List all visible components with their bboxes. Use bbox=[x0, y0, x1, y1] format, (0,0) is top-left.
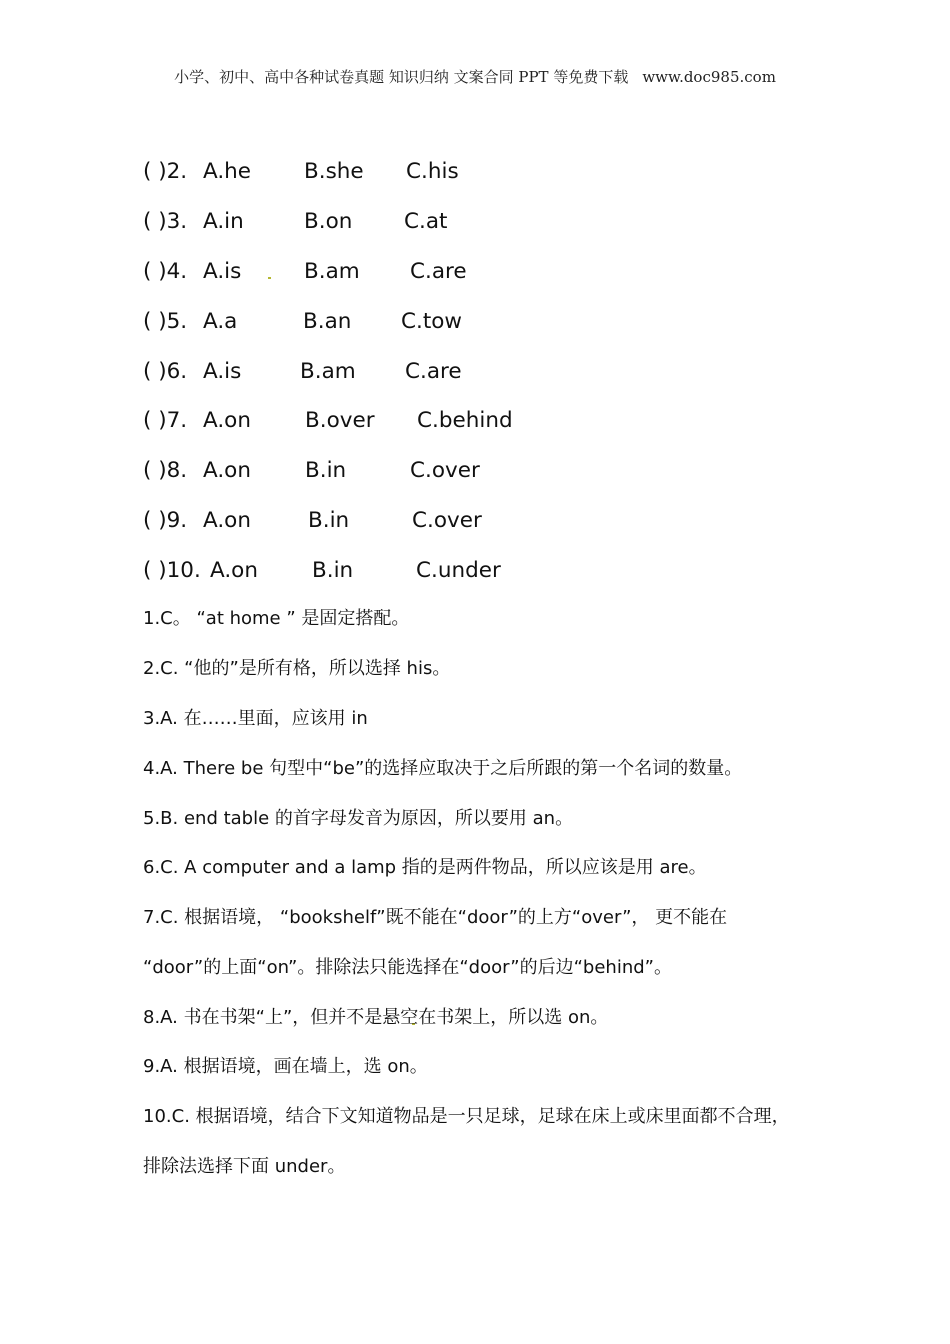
answer-line: 4.A. There be 句型中“be”的选择应取决于之后所跟的第一个名词的数量。 bbox=[143, 758, 743, 779]
option-a: A.on bbox=[203, 508, 251, 533]
header-site: www.doc985.com bbox=[642, 68, 776, 86]
answer-line: “door”的上面“on”。排除法只能选择在“door”的后边“behind”。 bbox=[143, 957, 672, 978]
answer-line: 2.C. “他的”是所有格，所以选择 his。 bbox=[143, 658, 451, 679]
option-c: C.tow bbox=[401, 309, 463, 334]
option-c: C.his bbox=[406, 159, 459, 184]
option-a: A.on bbox=[210, 558, 258, 583]
option-a: A.is bbox=[203, 359, 242, 384]
option-b: B.in bbox=[308, 508, 350, 533]
question-number: ( )5. bbox=[143, 309, 188, 334]
header-text: 小学、初中、高中各种试卷真题 知识归纳 文案合同 PPT 等免费下载 bbox=[174, 68, 629, 86]
option-c: C.are bbox=[405, 359, 462, 384]
option-b: B.over bbox=[305, 408, 375, 433]
option-a: A.a bbox=[203, 309, 238, 334]
page-header bbox=[0, 66, 950, 87]
question-number: ( )9. bbox=[143, 508, 188, 533]
answer-line: 1.C。 “at home ” 是固定搭配。 bbox=[143, 608, 410, 629]
option-a: A.he bbox=[203, 159, 252, 184]
option-b: B.on bbox=[304, 209, 353, 234]
option-a: A.on bbox=[203, 458, 251, 483]
question-number: ( )7. bbox=[143, 408, 188, 433]
option-c: C.at bbox=[404, 209, 448, 234]
question-number: ( )8. bbox=[143, 458, 188, 483]
option-c: C.over bbox=[410, 458, 480, 483]
answer-line: 9.A. 根据语境，画在墙上，选 on。 bbox=[143, 1056, 428, 1077]
question-number: ( )10. bbox=[143, 558, 201, 583]
option-a: A.in bbox=[203, 209, 244, 234]
option-a: A.is bbox=[203, 259, 242, 284]
scan-mark bbox=[268, 277, 271, 279]
question-number: ( )6. bbox=[143, 359, 188, 384]
option-c: C.over bbox=[412, 508, 482, 533]
option-b: B.am bbox=[304, 259, 360, 284]
option-a: A.on bbox=[203, 408, 251, 433]
answer-line: 5.B. end table 的首字母发音为原因，所以要用 an。 bbox=[143, 808, 574, 829]
question-number: ( )3. bbox=[143, 209, 188, 234]
option-c: C.behind bbox=[417, 408, 513, 433]
answer-line: 排除法选择下面 under。 bbox=[143, 1156, 346, 1177]
option-b: B.she bbox=[304, 159, 364, 184]
answer-line: 3.A. 在……里面，应该用 in bbox=[143, 708, 368, 729]
option-b: B.an bbox=[303, 309, 352, 334]
option-b: B.in bbox=[312, 558, 354, 583]
option-b: B.am bbox=[300, 359, 356, 384]
option-c: C.are bbox=[410, 259, 467, 284]
answer-line: 6.C. A computer and a lamp 指的是两件物品，所以应该是用 are。 bbox=[143, 857, 707, 878]
answer-line: 8.A. 书在书架“上”，但并不是悬空在书架上，所以选 on。 bbox=[143, 1007, 609, 1028]
answer-line: 7.C. 根据语境， “bookshelf”既不能在“door”的上方“over”， 更不能在 bbox=[143, 907, 728, 928]
question-number: ( )2. bbox=[143, 159, 188, 184]
option-b: B.in bbox=[305, 458, 347, 483]
option-c: C.under bbox=[416, 558, 501, 583]
answer-line: 10.C. 根据语境，结合下文知道物品是一只足球，足球在床上或床里面都不合理， bbox=[143, 1106, 790, 1127]
question-number: ( )4. bbox=[143, 259, 188, 284]
